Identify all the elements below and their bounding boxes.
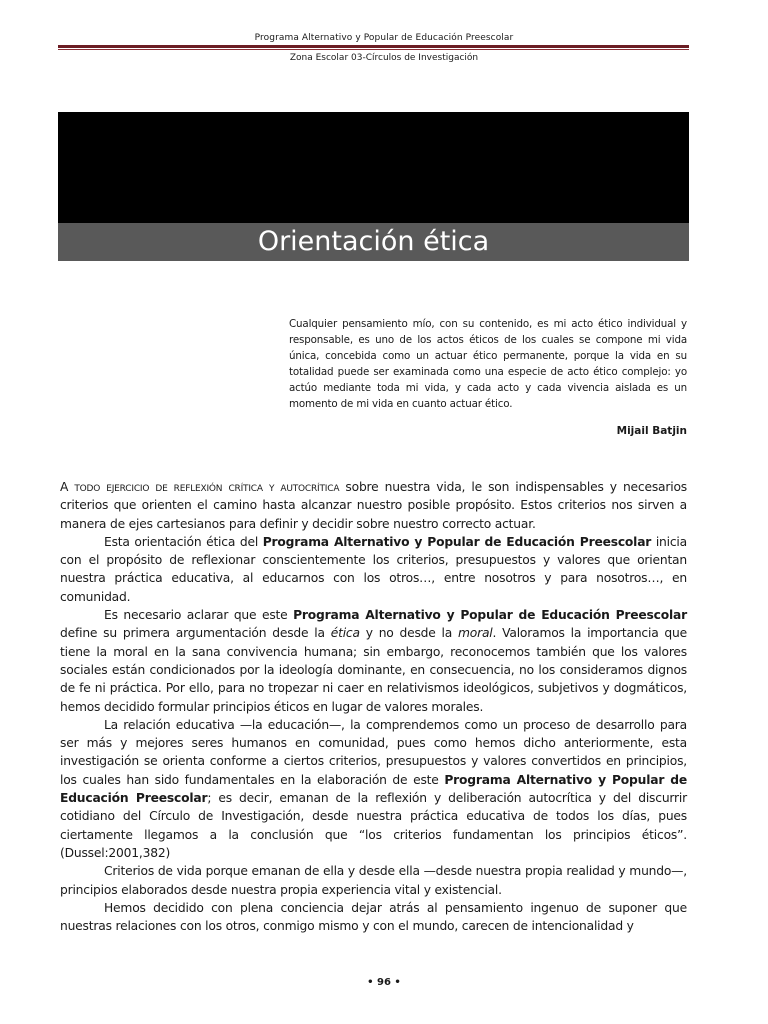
program-name-bold: Programa Alternativo y Popular de Educación Preescolar — [262, 534, 652, 549]
paragraph-2 — [60, 533, 687, 606]
paragraph-text: inicia con el propósito de reflexionar conscientemente los criterios, presupuestos y valores que orientan nuestra práctica educativa, al educarnos con los otros…, entre nosotros y para nosotros…, en comunidad. — [60, 534, 687, 604]
paragraph-text: Esta orientación ética del — [104, 534, 263, 549]
term-italic: ética — [330, 626, 360, 641]
epigraph-author: Mijail Batjin — [616, 425, 687, 437]
chapter-title: Orientación ética — [257, 226, 490, 257]
page-number: • 96 • — [367, 977, 401, 988]
paragraph-6: Hemos decidido con plena conciencia dejar atrás al pensamiento ingenuo de suponer que nuestras relaciones con los otros, conmigo mismo y con el mundo, carecen de intencionalidad y — [60, 900, 687, 934]
header-rule-thin — [58, 49, 689, 50]
body-text — [60, 478, 687, 935]
paragraph-text: sobre nuestra vida, le son indispensables y necesarios criterios que orienten el camino hasta alcanzar nuestro posible propósito. Estos criterios nos sirven a manera de ejes cartesianos para definir y decidir sobre nuestro correcto actuar. — [60, 480, 687, 531]
paragraph-text: ; es decir, emanan de la reflexión y deliberación autocrítica y del discurrir cotidiano del Círculo de Investigación, desde nuestra práctica educativa de todos los días, pues ciertamente llegamos a la conclusión que “los criterios fundamentan los principios éticos”. (Dussel:2001,382) — [60, 791, 687, 860]
paragraph-text: . Valoramos la importancia que tiene la moral en la sana convivencia humana; sin embargo, reconocemos también que los valores sociales están condicionados por la ideología dominante, en consecuencia, no los consideramos dignos de fe ni práctica. Por ello, para no tropezar ni caer en relativismos ideológicos, subjetivos y dogmáticos, hemos decidido formular principios éticos en lugar de valores morales. — [60, 626, 687, 714]
paragraph-text: Es necesario aclarar que este — [104, 608, 294, 623]
paragraph-4 — [60, 716, 687, 862]
program-name-bold: Programa Alternativo y Popular de Educación Preescolar — [293, 608, 687, 623]
paragraph-1 — [60, 478, 687, 533]
paragraph-3 — [60, 606, 687, 716]
chapter-banner-band — [58, 223, 689, 261]
paragraph-text: y no desde la — [359, 626, 458, 641]
running-header-subtitle: Zona Escolar 03-Círculos de Investigación — [289, 53, 479, 63]
paragraph-text: La relación educativa —la educación—, la comprendemos como un proceso de desarrollo para ser más y mejores seres humanos en comunidad, pues como hemos dicho anteriormente, esta investigación se orienta conforme a ciertos criterios, presupuestos y valores convertidos en principios, los cuales han sido fundamentales en la elaboración de este — [60, 717, 687, 787]
header-rule-thick — [58, 45, 689, 48]
epigraph-quote: Cualquier pensamiento mío, con su contenido, es mi acto ético individual y responsable, es uno de los actos éticos de los cuales se compone mi vida única, concebida como un actuar ético permanente, porque la vida en su totalidad puede ser examinada como una especie de acto ético complejo: yo actúo mediante toda mi vida, y cada acto y cada vivencia aislada es un momento de mi vida en cuanto actuar ético. — [289, 318, 687, 410]
program-name-bold: Programa Alternativo y Popular de Educación Preescolar — [60, 772, 687, 806]
paragraph-5: Criterios de vida porque emanan de ella y desde ella —desde nuestra propia realidad y mundo—, principios elaborados desde nuestra propia experiencia vital y existencial. — [60, 864, 687, 897]
term-italic: moral — [458, 626, 493, 641]
paragraph-text: define su primera argumentación desde la — [60, 626, 331, 641]
paragraph-lead-smallcaps: A todo ejercicio de reflexión crítica y autocrítica — [60, 480, 340, 494]
running-header-title: Programa Alternativo y Popular de Educación Preescolar — [254, 33, 514, 43]
chapter-banner-block — [58, 112, 689, 223]
